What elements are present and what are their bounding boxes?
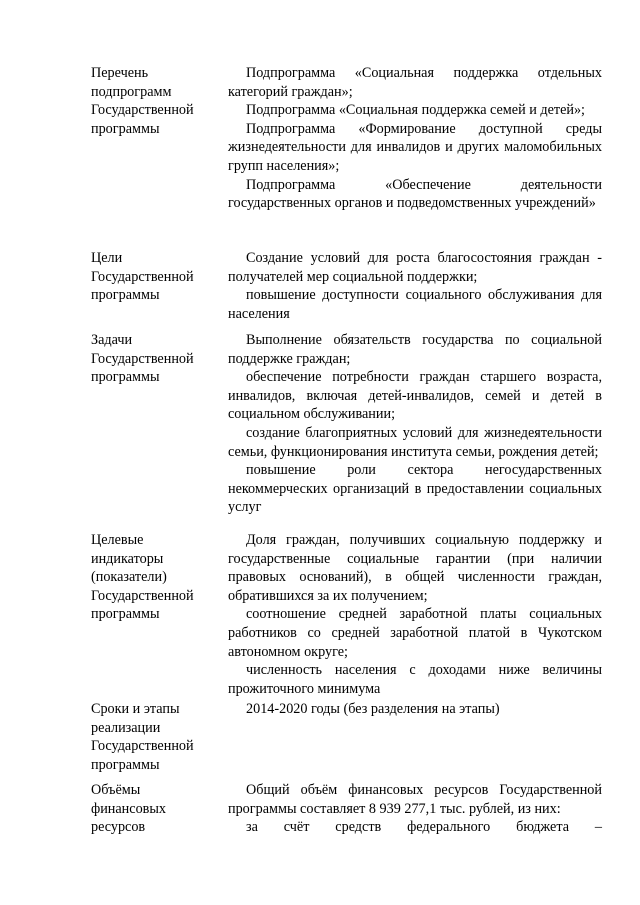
content-paragraph: Подпрограмма «Обеспечение деятельности государственных органов и подведомственных учреждений» [228, 176, 602, 212]
row-label [91, 249, 221, 305]
label-line: Объёмы [91, 782, 141, 798]
label-line: Государственной [91, 268, 194, 285]
row-content [228, 531, 602, 698]
content-paragraph: численность населения с доходами ниже величины прожиточного минимума [228, 662, 602, 697]
label-line: финансовых [91, 800, 166, 817]
label-line: программы [91, 606, 160, 623]
label-line: программы [91, 369, 160, 386]
row-label [91, 331, 221, 387]
content-paragraph: Создание условий для роста благосостояния граждан - получателей мер социальной поддержки; [228, 250, 602, 285]
label-line: подпрограмм [91, 83, 172, 100]
content-paragraph: повышение роли сектора негосударственных некоммерческих организаций в предоставлении социальных услуг [228, 462, 602, 516]
label-line: программы [91, 120, 160, 137]
label-line: Государственной [91, 587, 194, 604]
content-paragraph: повышение доступности социального обслуживания для населения [228, 287, 602, 322]
label-line: Целевые [91, 532, 144, 548]
row-content [228, 331, 602, 517]
label-line: реализации [91, 719, 161, 736]
content-paragraph: создание благоприятных условий для жизнедеятельности семьи, функционирования института семьи, рождения детей; [228, 424, 602, 460]
row-content [228, 249, 602, 323]
label-line: Государственной [91, 102, 194, 119]
label-line: Государственной [91, 350, 194, 367]
row-content [228, 781, 602, 837]
row-label [91, 531, 221, 624]
label-line: Сроки и этапы [91, 701, 180, 717]
label-line: программы [91, 287, 160, 304]
content-paragraph: Доля граждан, получивших социальную поддержку и государственные социальные гарантии (при наличии правовых оснований), в общей численности граждан, обратившихся за их получением; [228, 532, 602, 604]
label-line: Цели [91, 250, 123, 266]
content-paragraph: Выполнение обязательств государства по социальной поддержке граждан; [228, 332, 602, 367]
content-paragraph: обеспечение потребности граждан старшего возраста, инвалидов, включая детей-инвалидов, семей и детей в социальном обслуживании; [228, 369, 602, 423]
row-label [91, 64, 221, 138]
row-label [91, 700, 221, 774]
content-paragraph: Подпрограмма «Формирование доступной среды жизнедеятельности для инвалидов и других маломобильных групп населения»; [228, 120, 602, 174]
label-line: ресурсов [91, 819, 146, 836]
content-paragraph: Подпрограмма «Социальная поддержка отдельных категорий граждан»; [228, 65, 602, 100]
row-content [228, 64, 602, 213]
content-paragraph: 2014-2020 годы (без разделения на этапы) [246, 701, 500, 717]
row-label [91, 781, 221, 837]
label-line: программы [91, 756, 160, 773]
content-paragraph: Общий объём финансовых ресурсов Государственной программы составляет 8 939 277,1 тыс. рублей, из них: [228, 782, 602, 817]
label-line: Государственной [91, 738, 194, 755]
label-line: (показатели) [91, 569, 167, 586]
content-paragraph: соотношение средней заработной платы социальных работников со средней заработной платой в Чукотском автономном округе; [228, 606, 602, 660]
label-line: Перечень [91, 65, 149, 81]
content-paragraph: Подпрограмма «Социальная поддержка семей и детей»; [246, 102, 586, 119]
label-line: индикаторы [91, 550, 164, 567]
content-paragraph: за счёт средств федерального бюджета – [246, 819, 602, 836]
label-line: Задачи [91, 332, 133, 348]
row-content [228, 700, 602, 719]
